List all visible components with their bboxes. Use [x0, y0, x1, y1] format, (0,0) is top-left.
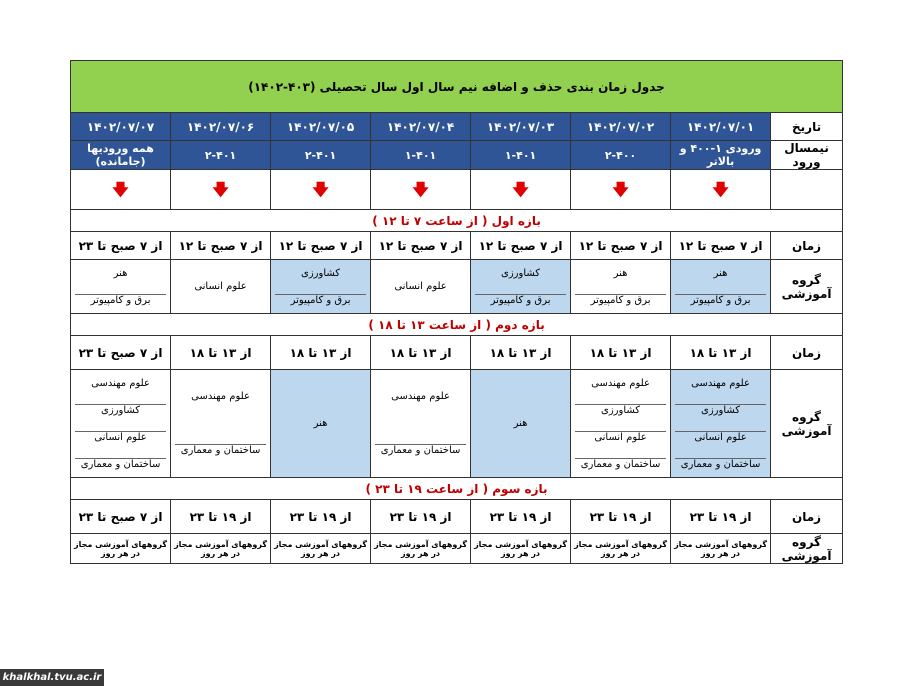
group-cell: هنر: [471, 370, 571, 478]
group-cell: هنر: [271, 370, 371, 478]
group-item: ساختمان و معماری: [175, 444, 266, 456]
group-cell: [571, 260, 671, 314]
time-cell: از ۱۹ تا ۲۳: [171, 500, 271, 534]
group-cell: علوم انسانی: [371, 260, 471, 314]
group-item: هنر: [113, 267, 128, 279]
block2-heading: بازه دوم ( از ساعت ۱۳ تا ۱۸ ): [71, 314, 843, 336]
group-item: ساختمان و معماری: [75, 458, 166, 470]
arrow-down-icon: 🡇: [512, 179, 529, 199]
group-item: ساختمان و معماری: [375, 444, 466, 456]
schedule-table: [70, 60, 843, 564]
arrow-cell: [71, 170, 171, 210]
group-item: کشاورزی: [675, 404, 766, 416]
footer-url: khalkhal.tvu.ac.ir: [0, 669, 104, 686]
time-cell: از ۷ صبح تا ۱۲: [371, 232, 471, 260]
entry-cell: همه ورودیها (جامانده): [71, 141, 171, 170]
group-cell: [371, 370, 471, 478]
time-label: زمان: [771, 500, 843, 534]
time-cell: از ۱۳ تا ۱۸: [571, 336, 671, 370]
time-cell: از ۱۳ تا ۱۸: [171, 336, 271, 370]
entry-cell: ۱-۴۰۱: [471, 141, 571, 170]
time-cell: از ۷ صبح تا ۲۳: [71, 336, 171, 370]
group-cell: [171, 370, 271, 478]
group-cell: [71, 260, 171, 314]
date-cell: ۱۴۰۲/۰۷/۰۴: [371, 113, 471, 141]
group-item: هنر: [713, 267, 728, 279]
date-cell: ۱۴۰۲/۰۷/۰۳: [471, 113, 571, 141]
group-note: گروههای آموزشی مجاز در هر روز: [571, 534, 671, 564]
arrow-down-icon: 🡇: [312, 179, 329, 199]
time-cell: از ۱۹ تا ۲۳: [371, 500, 471, 534]
group-cell: [71, 370, 171, 478]
group-label: گروه آموزشی: [771, 260, 843, 314]
date-cell: ۱۴۰۲/۰۷/۰۱: [671, 113, 771, 141]
arrow-cell: [571, 170, 671, 210]
date-cell: ۱۴۰۲/۰۷/۰۵: [271, 113, 371, 141]
date-label: تاریخ: [771, 113, 843, 141]
group-item: علوم مهندسی: [591, 377, 650, 389]
date-cell: ۱۴۰۲/۰۷/۰۷: [71, 113, 171, 141]
arrow-cell: [171, 170, 271, 210]
group-item: برق و کامپیوتر: [675, 294, 766, 306]
group-item: برق و کامپیوتر: [75, 294, 166, 306]
arrow-down-icon: 🡇: [612, 179, 629, 199]
group-note: گروههای آموزشی مجاز در هر روز: [171, 534, 271, 564]
entry-label: نیمسال ورود: [771, 141, 843, 170]
group-item: علوم انسانی: [675, 431, 766, 443]
time-cell: از ۱۳ تا ۱۸: [671, 336, 771, 370]
time-cell: از ۷ صبح تا ۱۲: [471, 232, 571, 260]
arrow-down-icon: 🡇: [112, 179, 129, 199]
group-item: برق و کامپیوتر: [475, 294, 566, 306]
group-item: برق و کامپیوتر: [575, 294, 666, 306]
arrow-down-icon: 🡇: [212, 179, 229, 199]
time-cell: از ۷ صبح تا ۱۲: [271, 232, 371, 260]
group-item: کشاورزی: [501, 267, 541, 279]
group-item: علوم انسانی: [575, 431, 666, 443]
entry-cell: ورودی ۱-۴۰۰ و بالاتر: [671, 141, 771, 170]
arrow-spacer: [771, 170, 843, 210]
group-item: ساختمان و معماری: [675, 458, 766, 470]
time-cell: از ۷ صبح تا ۲۳: [71, 500, 171, 534]
time-cell: از ۷ صبح تا ۲۳: [71, 232, 171, 260]
block1-heading: بازه اول ( از ساعت ۷ تا ۱۲ ): [71, 210, 843, 232]
group-note: گروههای آموزشی مجاز در هر روز: [271, 534, 371, 564]
time-cell: از ۱۹ تا ۲۳: [271, 500, 371, 534]
group-note: گروههای آموزشی مجاز در هر روز: [371, 534, 471, 564]
entry-cell: ۱-۴۰۱: [371, 141, 471, 170]
date-cell: ۱۴۰۲/۰۷/۰۲: [571, 113, 671, 141]
entry-cell: ۲-۴۰۰: [571, 141, 671, 170]
time-label: زمان: [771, 232, 843, 260]
group-item: علوم مهندسی: [91, 377, 150, 389]
table-title: جدول زمان بندی حذف و اضافه نیم سال اول سال تحصیلی (۴۰۳-۱۴۰۲): [71, 61, 843, 113]
group-item: کشاورزی: [301, 267, 341, 279]
group-item: برق و کامپیوتر: [275, 294, 366, 306]
group-cell: [271, 260, 371, 314]
group-label: گروه آموزشی: [771, 534, 843, 564]
time-cell: از ۱۹ تا ۲۳: [471, 500, 571, 534]
group-cell: [671, 370, 771, 478]
group-item: ساختمان و معماری: [575, 458, 666, 470]
time-cell: از ۱۳ تا ۱۸: [271, 336, 371, 370]
time-label: زمان: [771, 336, 843, 370]
group-note: گروههای آموزشی مجاز در هر روز: [71, 534, 171, 564]
arrow-cell: [371, 170, 471, 210]
group-note: گروههای آموزشی مجاز در هر روز: [671, 534, 771, 564]
arrow-down-icon: 🡇: [712, 179, 729, 199]
group-item: علوم مهندسی: [191, 391, 250, 402]
group-item: هنر: [613, 267, 628, 279]
group-item: کشاورزی: [75, 404, 166, 416]
group-item: علوم انسانی: [75, 431, 166, 443]
group-label: گروه آموزشی: [771, 370, 843, 478]
date-cell: ۱۴۰۲/۰۷/۰۶: [171, 113, 271, 141]
arrow-cell: [271, 170, 371, 210]
group-cell: [571, 370, 671, 478]
time-cell: از ۱۹ تا ۲۳: [571, 500, 671, 534]
arrow-cell: [471, 170, 571, 210]
arrow-cell: [671, 170, 771, 210]
time-cell: از ۱۳ تا ۱۸: [471, 336, 571, 370]
group-item: علوم مهندسی: [691, 377, 750, 389]
group-item: کشاورزی: [575, 404, 666, 416]
group-cell: [671, 260, 771, 314]
entry-cell: ۲-۴۰۱: [171, 141, 271, 170]
group-item: علوم مهندسی: [391, 391, 450, 402]
group-cell: [471, 260, 571, 314]
block3-heading: بازه سوم ( از ساعت ۱۹ تا ۲۳ ): [71, 478, 843, 500]
group-note: گروههای آموزشی مجاز در هر روز: [471, 534, 571, 564]
time-cell: از ۷ صبح تا ۱۲: [671, 232, 771, 260]
entry-cell: ۲-۴۰۱: [271, 141, 371, 170]
time-cell: از ۷ صبح تا ۱۲: [171, 232, 271, 260]
time-cell: از ۱۳ تا ۱۸: [371, 336, 471, 370]
group-cell: علوم انسانی: [171, 260, 271, 314]
time-cell: از ۷ صبح تا ۱۲: [571, 232, 671, 260]
arrow-down-icon: 🡇: [412, 179, 429, 199]
time-cell: از ۱۹ تا ۲۳: [671, 500, 771, 534]
